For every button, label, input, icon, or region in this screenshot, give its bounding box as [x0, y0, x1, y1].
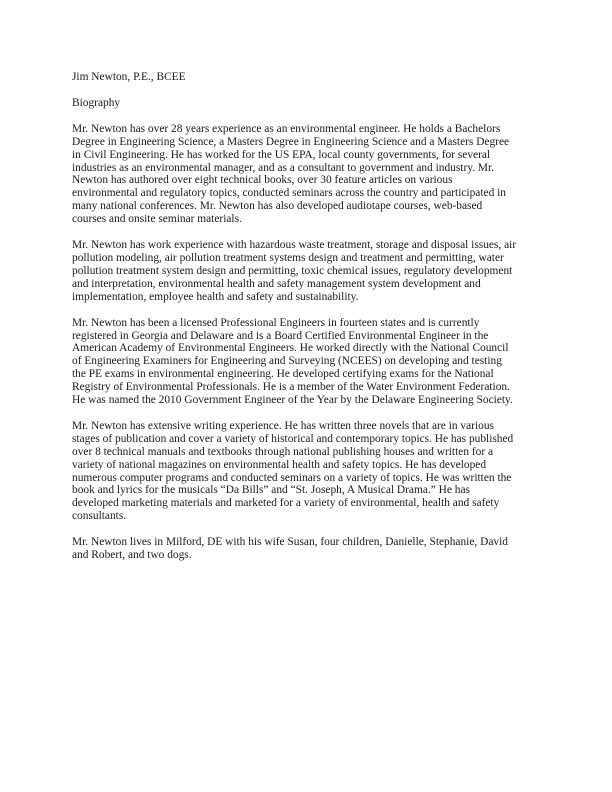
paragraph-line: implementation, employee health and safety and sustainability.: [72, 290, 359, 303]
biography-heading: Biography: [72, 96, 121, 109]
paragraph-line: environmental and regulatory topics, conducted seminars across the country and participated in: [72, 187, 506, 200]
author-name-line: Jim Newton, P.E., BCEE: [72, 71, 186, 83]
paragraph-personal: [72, 536, 546, 562]
paragraph-line: the PE exams in environmental engineering. He developed certifying exams for the National: [72, 368, 494, 381]
paragraph-work-experience: [72, 239, 546, 304]
paragraph-line: industries as an environmental manager, and as a consultant to government and industry. Mr.: [72, 161, 495, 174]
document-body: [72, 71, 546, 575]
paragraph-line: book and lyrics for the musicals “Da Bills” and “St. Joseph, A Musical Drama.” He has: [72, 484, 470, 497]
paragraph-line: consultants.: [72, 510, 127, 523]
paragraph-line: He was named the 2010 Government Engineer of the Year by the Delaware Engineering Society.: [72, 394, 513, 407]
paragraph-line: registered in Georgia and Delaware and is a Board Certified Environmental Engineer in the: [72, 329, 489, 342]
paragraph-line: Registry of Environmental Professionals. He is a member of the Water Environment Federation.: [72, 381, 510, 394]
paragraph-line: many national conferences. Mr. Newton has also developed audiotape courses, web-based: [72, 200, 483, 213]
paragraph-line: pollution treatment system design and permitting, toxic chemical issues, regulatory development: [72, 264, 513, 277]
paragraph-line: Newton has authored over eight technical books, over 30 feature articles on various: [72, 174, 453, 187]
paragraph-line: Mr. Newton has extensive writing experience. He has written three novels that are in various: [72, 419, 494, 432]
paragraph-licensing: [72, 317, 546, 407]
paragraph-line: pollution modeling, air pollution treatment systems design and treatment and permitting, water: [72, 251, 504, 264]
paragraph-line: developed marketing materials and marketed for a variety of environmental, health and safety: [72, 497, 500, 510]
paragraph-line: courses and onsite seminar materials.: [72, 213, 242, 226]
paragraph-line: Mr. Newton has work experience with hazardous waste treatment, storage and disposal issues, air: [72, 239, 517, 252]
paragraph-line: numerous computer programs and conducted seminars on a variety of topics. He was written the: [72, 471, 512, 484]
paragraph-line: in Civil Engineering. He has worked for the US EPA, local county governments, for several: [72, 148, 491, 161]
paragraph-line: Mr. Newton has been a licensed Professional Engineers in fourteen states and is currently: [72, 316, 480, 329]
paragraph-line: and interpretation, environmental health and safety management system development and: [72, 277, 481, 290]
paragraph-line: American Academy of Environmental Engineers. He worked directly with the National Council: [72, 342, 509, 355]
paragraph-writing: [72, 420, 546, 523]
paragraph-line: of Engineering Examiners for Engineering and Surveying (NCEES) on developing and testing: [72, 355, 502, 368]
paragraph-line: over 8 technical manuals and textbooks through national publishing houses and written for a: [72, 445, 494, 458]
paragraph-line: and Robert, and two dogs.: [72, 549, 192, 562]
paragraph-line: Degree in Engineering Science, a Masters Degree in Engineering Science and a Masters Degree: [72, 135, 510, 148]
paragraph-career-summary: [72, 123, 546, 226]
paragraph-line: variety of national magazines on environmental health and safety topics. He has developed: [72, 458, 487, 471]
paragraph-line: Mr. Newton lives in Milford, DE with his wife Susan, four children, Danielle, Stephanie, David: [72, 536, 508, 549]
paragraph-line: stages of publication and cover a variety of historical and contemporary topics. He has published: [72, 432, 514, 445]
paragraph-line: Mr. Newton has over 28 years experience as an environmental engineer. He holds a Bachelors: [72, 122, 501, 135]
